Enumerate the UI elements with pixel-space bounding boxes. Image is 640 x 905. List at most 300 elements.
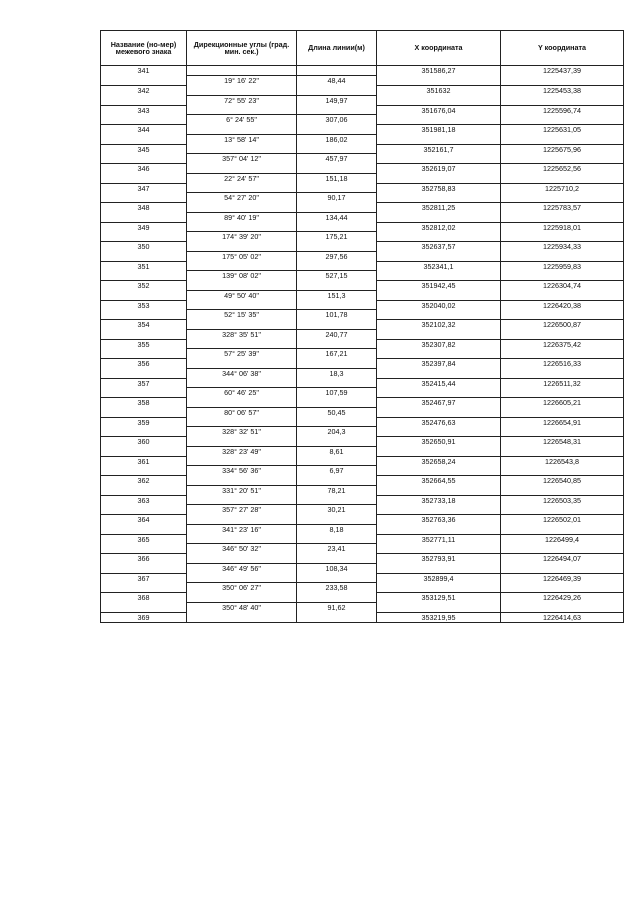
- empty-cell: [501, 524, 624, 534]
- table-row-segment: [101, 154, 624, 164]
- direction-angle-cell: 19° 16' 22": [187, 76, 297, 86]
- direction-angle-cell: 72° 55' 23": [187, 95, 297, 105]
- table-row-segment: [101, 310, 624, 320]
- direction-angle-cell: 328° 32' 51": [187, 427, 297, 437]
- table-row-segment: [101, 193, 624, 203]
- line-length-cell: 91,62: [297, 602, 377, 612]
- table-header-row: [101, 31, 624, 66]
- table-row-segment: [101, 427, 624, 437]
- empty-cell: [187, 593, 297, 603]
- empty-cell: [187, 105, 297, 115]
- direction-angle-cell: 13° 58' 14": [187, 134, 297, 144]
- empty-cell: [377, 563, 501, 573]
- empty-cell: [187, 183, 297, 193]
- y-coordinate-cell: 1226420,38: [501, 300, 624, 310]
- empty-cell: [377, 251, 501, 261]
- line-length-cell: 107,59: [297, 388, 377, 398]
- table-row-segment: [101, 446, 624, 456]
- x-coordinate-cell: 352763,36: [377, 515, 501, 525]
- y-coordinate-cell: 1226543,8: [501, 456, 624, 466]
- line-length-cell: 167,21: [297, 349, 377, 359]
- line-length-cell: 18,3: [297, 368, 377, 378]
- line-length-cell: 527,15: [297, 271, 377, 281]
- mark-name-cell: 369: [101, 612, 187, 622]
- empty-cell: [297, 554, 377, 564]
- direction-angle-cell: 52° 15' 35": [187, 310, 297, 320]
- x-coordinate-cell: 352771,11: [377, 534, 501, 544]
- empty-cell: [501, 368, 624, 378]
- empty-cell: [101, 290, 187, 300]
- empty-cell: [297, 261, 377, 271]
- table-row-segment: [101, 407, 624, 417]
- table-row-segment: [101, 349, 624, 359]
- y-coordinate-cell: 1225918,01: [501, 222, 624, 232]
- y-coordinate-cell: 1226499,4: [501, 534, 624, 544]
- table-row-mark: [101, 222, 624, 232]
- direction-angle-cell: 328° 23' 49": [187, 446, 297, 456]
- x-coordinate-cell: 352307,82: [377, 339, 501, 349]
- direction-angle-cell: 350° 48' 40": [187, 602, 297, 612]
- line-length-cell: 151,18: [297, 173, 377, 183]
- empty-cell: [377, 407, 501, 417]
- empty-cell: [101, 329, 187, 339]
- table-row-mark: [101, 476, 624, 486]
- empty-cell: [101, 271, 187, 281]
- empty-cell: [101, 602, 187, 612]
- direction-angle-cell: 60° 46' 25": [187, 388, 297, 398]
- x-coordinate-cell: 352793,91: [377, 554, 501, 564]
- empty-cell: [101, 407, 187, 417]
- line-length-cell: 240,77: [297, 329, 377, 339]
- mark-name-cell: 354: [101, 320, 187, 330]
- empty-cell: [297, 164, 377, 174]
- table-row-segment: [101, 134, 624, 144]
- table-row-segment: [101, 251, 624, 261]
- line-length-cell: 23,41: [297, 544, 377, 554]
- mark-name-cell: 353: [101, 300, 187, 310]
- empty-cell: [187, 339, 297, 349]
- line-length-cell: 186,02: [297, 134, 377, 144]
- empty-cell: [501, 466, 624, 476]
- table-row-segment: [101, 466, 624, 476]
- x-coordinate-cell: 351586,27: [377, 66, 501, 76]
- empty-cell: [501, 329, 624, 339]
- mark-name-cell: 343: [101, 105, 187, 115]
- x-coordinate-cell: 352811,25: [377, 203, 501, 213]
- empty-cell: [377, 544, 501, 554]
- table-row-segment: [101, 563, 624, 573]
- header-mark-name: Название (но-мер) межевого знака: [101, 31, 187, 66]
- empty-cell: [501, 173, 624, 183]
- empty-cell: [187, 359, 297, 369]
- table-row-mark: [101, 66, 624, 76]
- empty-cell: [187, 417, 297, 427]
- empty-cell: [377, 232, 501, 242]
- table-row-segment: [101, 368, 624, 378]
- mark-name-cell: 347: [101, 183, 187, 193]
- y-coordinate-cell: 1225675,96: [501, 144, 624, 154]
- empty-cell: [101, 95, 187, 105]
- empty-cell: [101, 466, 187, 476]
- mark-name-cell: 364: [101, 515, 187, 525]
- x-coordinate-cell: 352619,07: [377, 164, 501, 174]
- table-row-mark: [101, 144, 624, 154]
- empty-cell: [297, 281, 377, 291]
- mark-name-cell: 363: [101, 495, 187, 505]
- empty-cell: [377, 154, 501, 164]
- direction-angle-cell: 341° 23' 16": [187, 524, 297, 534]
- y-coordinate-cell: 1226605,21: [501, 398, 624, 408]
- direction-angle-cell: 344° 06' 38": [187, 368, 297, 378]
- empty-cell: [187, 281, 297, 291]
- empty-cell: [297, 203, 377, 213]
- line-length-cell: 457,97: [297, 154, 377, 164]
- x-coordinate-cell: 352161,7: [377, 144, 501, 154]
- y-coordinate-cell: 1226548,31: [501, 437, 624, 447]
- empty-cell: [377, 95, 501, 105]
- header-direction-angle: Дирекционные углы (град. мин. сек.): [187, 31, 297, 66]
- empty-cell: [101, 232, 187, 242]
- empty-cell: [187, 86, 297, 96]
- line-length-cell: 101,78: [297, 310, 377, 320]
- table-row-segment: [101, 290, 624, 300]
- empty-cell: [101, 193, 187, 203]
- direction-angle-cell: 331° 20' 51": [187, 485, 297, 495]
- x-coordinate-cell: 353129,51: [377, 593, 501, 603]
- mark-name-cell: 367: [101, 573, 187, 583]
- table-row-segment: [101, 173, 624, 183]
- mark-name-cell: 350: [101, 242, 187, 252]
- line-length-cell: 297,56: [297, 251, 377, 261]
- direction-angle-cell: 334° 56' 36": [187, 466, 297, 476]
- table-body: [101, 66, 624, 623]
- empty-cell: [101, 505, 187, 515]
- empty-cell: [377, 329, 501, 339]
- x-coordinate-cell: 352664,55: [377, 476, 501, 486]
- y-coordinate-cell: 1226503,35: [501, 495, 624, 505]
- x-coordinate-cell: 352758,83: [377, 183, 501, 193]
- empty-cell: [187, 144, 297, 154]
- empty-cell: [187, 515, 297, 525]
- header-y-coordinate: Y координата: [501, 31, 624, 66]
- table-row-segment: [101, 212, 624, 222]
- empty-cell: [501, 76, 624, 86]
- x-coordinate-cell: 352650,91: [377, 437, 501, 447]
- empty-cell: [187, 398, 297, 408]
- empty-cell: [297, 456, 377, 466]
- table-row-mark: [101, 203, 624, 213]
- line-length-cell: 149,97: [297, 95, 377, 105]
- x-coordinate-cell: 352476,63: [377, 417, 501, 427]
- direction-angle-cell: 350° 06' 27": [187, 583, 297, 593]
- empty-cell: [297, 320, 377, 330]
- y-coordinate-cell: 1225631,05: [501, 125, 624, 135]
- empty-cell: [501, 388, 624, 398]
- empty-cell: [377, 602, 501, 612]
- table-row-mark: [101, 183, 624, 193]
- empty-cell: [101, 524, 187, 534]
- table-row-segment: [101, 505, 624, 515]
- empty-cell: [377, 310, 501, 320]
- empty-cell: [101, 349, 187, 359]
- mark-name-cell: 345: [101, 144, 187, 154]
- direction-angle-cell: 357° 27' 28": [187, 505, 297, 515]
- y-coordinate-cell: 1225710,2: [501, 183, 624, 193]
- mark-name-cell: 351: [101, 261, 187, 271]
- y-coordinate-cell: 1225783,57: [501, 203, 624, 213]
- y-coordinate-cell: 1225652,56: [501, 164, 624, 174]
- empty-cell: [297, 476, 377, 486]
- empty-cell: [501, 290, 624, 300]
- table-row-mark: [101, 495, 624, 505]
- table-row-segment: [101, 232, 624, 242]
- empty-cell: [501, 310, 624, 320]
- y-coordinate-cell: 1226502,01: [501, 515, 624, 525]
- empty-cell: [101, 368, 187, 378]
- mark-name-cell: 362: [101, 476, 187, 486]
- empty-cell: [101, 115, 187, 125]
- empty-cell: [187, 573, 297, 583]
- y-coordinate-cell: 1226494,07: [501, 554, 624, 564]
- table-row-mark: [101, 359, 624, 369]
- empty-cell: [101, 310, 187, 320]
- empty-cell: [501, 115, 624, 125]
- empty-cell: [187, 456, 297, 466]
- empty-cell: [101, 446, 187, 456]
- table-row-mark: [101, 417, 624, 427]
- x-coordinate-cell: 352415,44: [377, 378, 501, 388]
- x-coordinate-cell: 352040,02: [377, 300, 501, 310]
- direction-angle-cell: 139° 08' 02": [187, 271, 297, 281]
- table-row-segment: [101, 524, 624, 534]
- table-row-mark: [101, 86, 624, 96]
- empty-cell: [297, 398, 377, 408]
- empty-cell: [501, 602, 624, 612]
- table-row-mark: [101, 515, 624, 525]
- table-row-segment: [101, 602, 624, 612]
- y-coordinate-cell: 1226500,87: [501, 320, 624, 330]
- empty-cell: [297, 125, 377, 135]
- line-length-cell: 78,21: [297, 485, 377, 495]
- y-coordinate-cell: 1225596,74: [501, 105, 624, 115]
- empty-cell: [297, 242, 377, 252]
- empty-cell: [377, 505, 501, 515]
- empty-cell: [297, 573, 377, 583]
- empty-cell: [377, 368, 501, 378]
- table-row-mark: [101, 534, 624, 544]
- line-length-cell: 108,34: [297, 563, 377, 573]
- empty-cell: [297, 515, 377, 525]
- empty-cell: [501, 95, 624, 105]
- table-row-mark: [101, 281, 624, 291]
- empty-cell: [101, 583, 187, 593]
- table-row-mark: [101, 105, 624, 115]
- line-length-cell: 8,18: [297, 524, 377, 534]
- empty-cell: [101, 76, 187, 86]
- empty-cell: [501, 212, 624, 222]
- empty-cell: [377, 524, 501, 534]
- empty-cell: [377, 290, 501, 300]
- empty-cell: [377, 173, 501, 183]
- line-length-cell: 48,44: [297, 76, 377, 86]
- table-row-segment: [101, 583, 624, 593]
- empty-cell: [501, 251, 624, 261]
- direction-angle-cell: 174° 39' 20": [187, 232, 297, 242]
- mark-name-cell: 349: [101, 222, 187, 232]
- line-length-cell: 8,61: [297, 446, 377, 456]
- empty-cell: [377, 193, 501, 203]
- direction-angle-cell: 22° 24' 57": [187, 173, 297, 183]
- empty-cell: [297, 183, 377, 193]
- empty-cell: [297, 339, 377, 349]
- x-coordinate-cell: 352733,18: [377, 495, 501, 505]
- mark-name-cell: 366: [101, 554, 187, 564]
- table-row-segment: [101, 271, 624, 281]
- empty-cell: [187, 534, 297, 544]
- y-coordinate-cell: 1226429,26: [501, 593, 624, 603]
- table-row-segment: [101, 329, 624, 339]
- mark-name-cell: 355: [101, 339, 187, 349]
- line-length-cell: 30,21: [297, 505, 377, 515]
- y-coordinate-cell: 1225437,39: [501, 66, 624, 76]
- x-coordinate-cell: 352637,57: [377, 242, 501, 252]
- empty-cell: [377, 466, 501, 476]
- empty-cell: [187, 437, 297, 447]
- empty-cell: [501, 154, 624, 164]
- empty-cell: [501, 134, 624, 144]
- boundary-coordinates-table: [100, 30, 624, 623]
- y-coordinate-cell: 1226304,74: [501, 281, 624, 291]
- empty-cell: [187, 242, 297, 252]
- table-row-mark: [101, 261, 624, 271]
- direction-angle-cell: 57° 25' 39": [187, 349, 297, 359]
- direction-angle-cell: 54° 27' 20": [187, 193, 297, 203]
- empty-cell: [501, 485, 624, 495]
- table-row-mark: [101, 437, 624, 447]
- header-line-length: Длина линии(м): [297, 31, 377, 66]
- line-length-cell: 151,3: [297, 290, 377, 300]
- mark-name-cell: 346: [101, 164, 187, 174]
- empty-cell: [101, 485, 187, 495]
- empty-cell: [187, 125, 297, 135]
- x-coordinate-cell: 351676,04: [377, 105, 501, 115]
- empty-cell: [501, 193, 624, 203]
- empty-cell: [297, 105, 377, 115]
- x-coordinate-cell: 353219,95: [377, 612, 501, 622]
- empty-cell: [297, 300, 377, 310]
- table-row-segment: [101, 95, 624, 105]
- table-row-mark: [101, 593, 624, 603]
- empty-cell: [187, 320, 297, 330]
- empty-cell: [101, 251, 187, 261]
- mark-name-cell: 368: [101, 593, 187, 603]
- y-coordinate-cell: 1226511,32: [501, 378, 624, 388]
- header-x-coordinate: X координата: [377, 31, 501, 66]
- empty-cell: [297, 612, 377, 622]
- y-coordinate-cell: 1225959,83: [501, 261, 624, 271]
- empty-cell: [377, 446, 501, 456]
- empty-cell: [187, 222, 297, 232]
- mark-name-cell: 365: [101, 534, 187, 544]
- empty-cell: [187, 495, 297, 505]
- empty-cell: [501, 446, 624, 456]
- table-row-mark: [101, 242, 624, 252]
- empty-cell: [101, 427, 187, 437]
- table-row-mark: [101, 164, 624, 174]
- x-coordinate-cell: 352397,84: [377, 359, 501, 369]
- table-row-segment: [101, 76, 624, 86]
- y-coordinate-cell: 1226375,42: [501, 339, 624, 349]
- direction-angle-cell: 89° 40' 19": [187, 212, 297, 222]
- x-coordinate-cell: 352899,4: [377, 573, 501, 583]
- line-length-cell: 307,06: [297, 115, 377, 125]
- direction-angle-cell: 175° 05' 02": [187, 251, 297, 261]
- y-coordinate-cell: 1226414,63: [501, 612, 624, 622]
- y-coordinate-cell: 1225453,38: [501, 86, 624, 96]
- table-row-mark: [101, 554, 624, 564]
- empty-cell: [187, 164, 297, 174]
- empty-cell: [187, 300, 297, 310]
- empty-cell: [377, 212, 501, 222]
- x-coordinate-cell: 352658,24: [377, 456, 501, 466]
- empty-cell: [297, 495, 377, 505]
- mark-name-cell: 361: [101, 456, 187, 466]
- empty-cell: [377, 485, 501, 495]
- empty-cell: [101, 563, 187, 573]
- empty-cell: [297, 144, 377, 154]
- empty-cell: [377, 134, 501, 144]
- empty-cell: [101, 388, 187, 398]
- y-coordinate-cell: 1226540,85: [501, 476, 624, 486]
- table-row-mark: [101, 573, 624, 583]
- table-row-mark: [101, 300, 624, 310]
- empty-cell: [187, 612, 297, 622]
- table-row-mark: [101, 378, 624, 388]
- empty-cell: [187, 378, 297, 388]
- empty-cell: [377, 388, 501, 398]
- mark-name-cell: 360: [101, 437, 187, 447]
- empty-cell: [297, 378, 377, 388]
- empty-cell: [297, 437, 377, 447]
- table-row-segment: [101, 115, 624, 125]
- empty-cell: [187, 554, 297, 564]
- table-row-mark: [101, 612, 624, 622]
- table-row-segment: [101, 388, 624, 398]
- table-row-mark: [101, 398, 624, 408]
- table-row-mark: [101, 320, 624, 330]
- empty-cell: [501, 232, 624, 242]
- mark-name-cell: 341: [101, 66, 187, 76]
- table-row-segment: [101, 544, 624, 554]
- empty-cell: [501, 427, 624, 437]
- x-coordinate-cell: 352812,02: [377, 222, 501, 232]
- empty-cell: [297, 66, 377, 76]
- empty-cell: [297, 534, 377, 544]
- x-coordinate-cell: 351632: [377, 86, 501, 96]
- empty-cell: [297, 593, 377, 603]
- x-coordinate-cell: 351981,18: [377, 125, 501, 135]
- empty-cell: [501, 505, 624, 515]
- empty-cell: [377, 349, 501, 359]
- mark-name-cell: 352: [101, 281, 187, 291]
- y-coordinate-cell: 1225934,33: [501, 242, 624, 252]
- mark-name-cell: 356: [101, 359, 187, 369]
- empty-cell: [101, 134, 187, 144]
- empty-cell: [297, 86, 377, 96]
- x-coordinate-cell: 352467,97: [377, 398, 501, 408]
- x-coordinate-cell: 352341,1: [377, 261, 501, 271]
- empty-cell: [187, 66, 297, 76]
